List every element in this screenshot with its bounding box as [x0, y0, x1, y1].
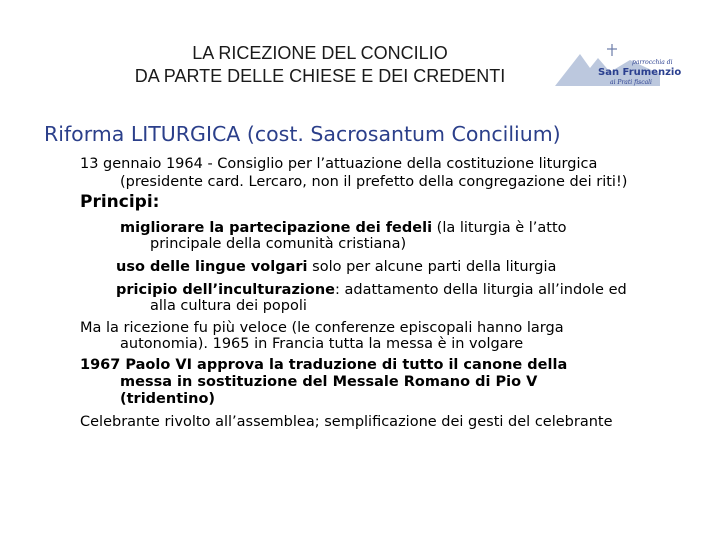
- item-1-rest: (la liturgia è l’atto: [432, 220, 567, 236]
- section-heading: Riforma LITURGICA (cost. Sacrosantum Concilium): [44, 122, 561, 146]
- item-2-rest: solo per alcune parti della liturgia: [307, 259, 557, 275]
- parish-logo: [550, 42, 682, 92]
- item-1: [120, 220, 567, 237]
- title-line-2: DA PARTE DELLE CHIESE E DEI CREDENTI: [134, 66, 506, 86]
- logo-subtitle: ai Prati fiscali: [610, 79, 652, 86]
- p1-line-1: 13 gennaio 1964 - Consiglio per l’attuazione della costituzione liturgica: [80, 156, 598, 172]
- title-line-1: LA RICEZIONE DEL CONCILIO: [192, 43, 448, 63]
- item-3-line-2: alla cultura dei popoli: [150, 298, 307, 314]
- logo-small-text: parrocchia di: [632, 59, 673, 66]
- principi-heading: Principi:: [80, 192, 160, 212]
- item-3-rest: : adattamento della liturgia all’indole ed: [335, 282, 627, 298]
- p1-line-2: (presidente card. Lercaro, non il prefetto della congregazione dei riti!): [120, 174, 628, 190]
- logo-name: San Frumenzio: [598, 67, 682, 78]
- p3-line-2: messa in sostituzione del Messale Romano di Pio V: [120, 374, 538, 390]
- item-3: [116, 282, 627, 299]
- item-2: [116, 259, 556, 276]
- p4: Celebrante rivolto all’assemblea; semplificazione dei gesti del celebrante: [80, 414, 613, 430]
- p2-line-2: autonomia). 1965 in Francia tutta la messa è in volgare: [120, 336, 524, 352]
- item-2-bold: uso delle lingue volgari: [116, 259, 308, 275]
- slide-title: [120, 42, 520, 88]
- item-1-bold: migliorare la partecipazione dei fedeli: [120, 220, 433, 236]
- item-1-line-2: principale della comunità cristiana): [150, 236, 407, 252]
- item-3-bold: pricipio dell’inculturazione: [116, 282, 335, 298]
- p3-line-3: (tridentino): [120, 391, 216, 407]
- p3-line-1: 1967 Paolo VI approva la traduzione di tutto il canone della: [80, 357, 568, 373]
- p2-line-1: Ma la ricezione fu più veloce (le conferenze episcopali hanno larga: [80, 320, 564, 336]
